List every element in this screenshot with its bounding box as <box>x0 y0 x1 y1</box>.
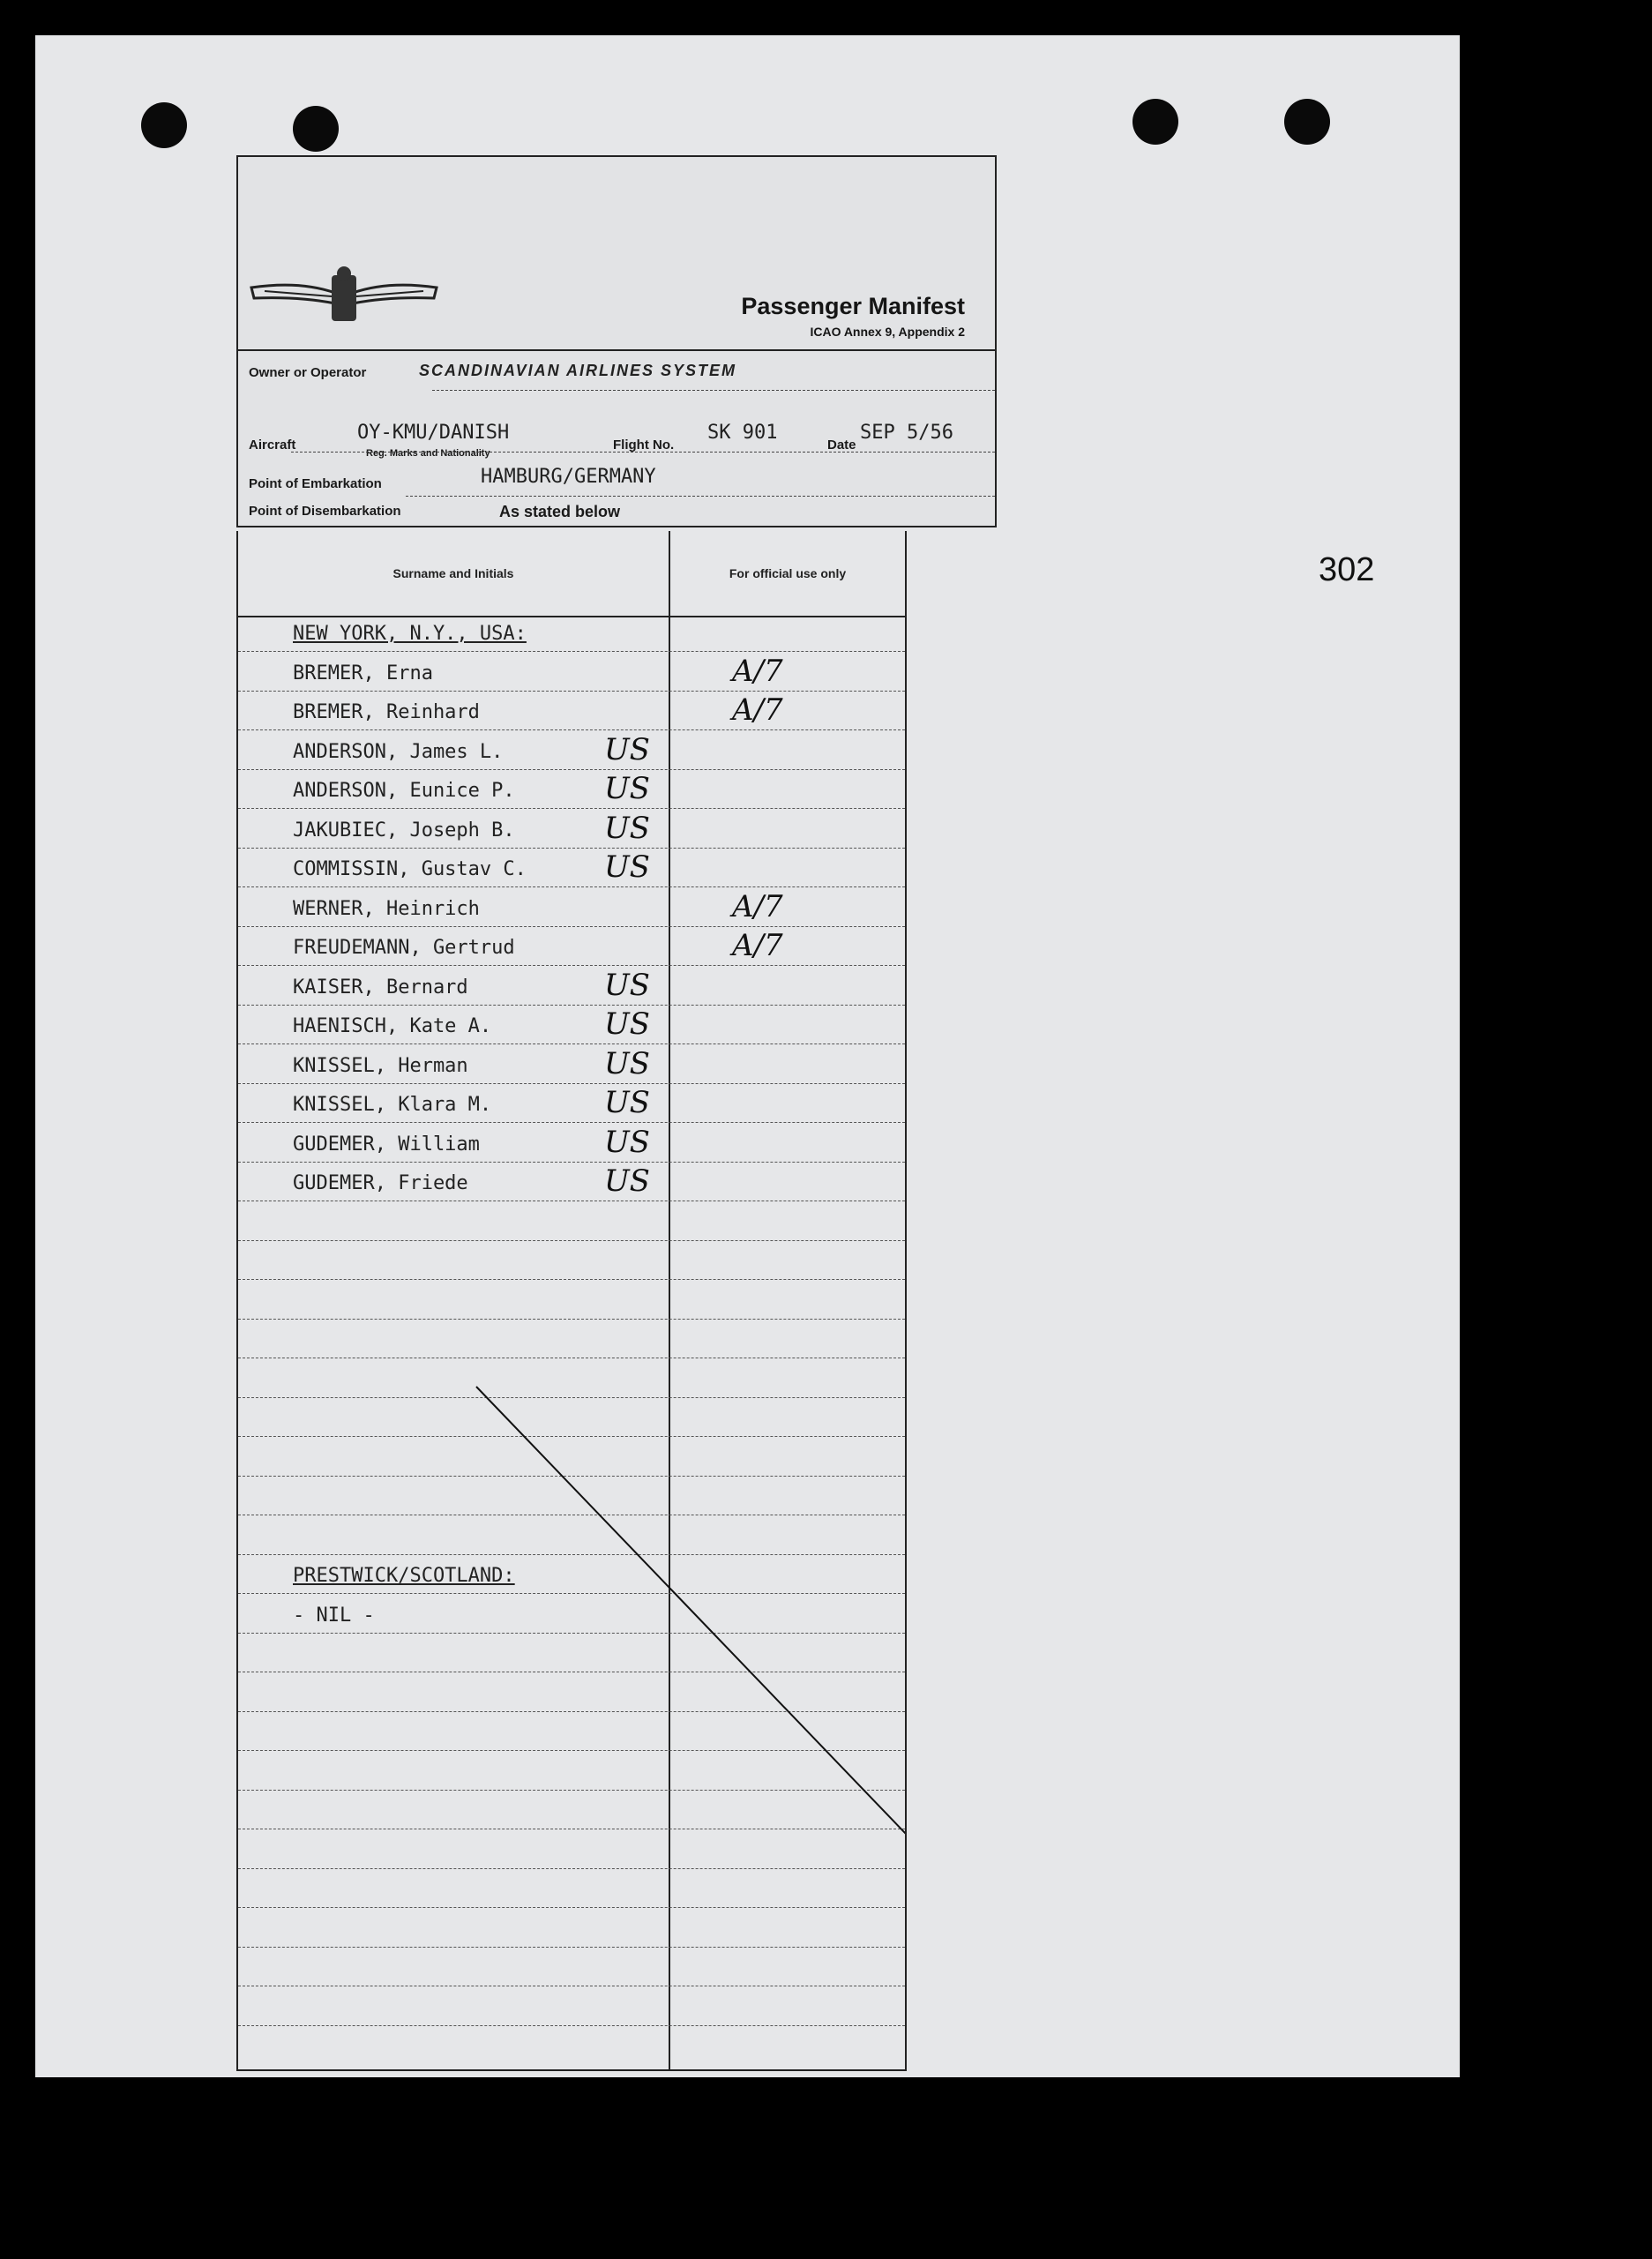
destination-heading: PRESTWICK/SCOTLAND: <box>293 1565 515 1587</box>
punch-hole <box>141 102 187 148</box>
passenger-name: BREMER, Erna <box>293 662 433 684</box>
form-subtitle: ICAO Annex 9, Appendix 2 <box>810 325 965 339</box>
airline-logo-icon <box>247 261 441 332</box>
divider <box>406 496 995 497</box>
divider <box>238 349 995 351</box>
date-value: SEP 5/56 <box>860 422 953 444</box>
page-number: 302 <box>1319 551 1375 588</box>
official-mark: US <box>604 1085 650 1120</box>
aircraft-label: Aircraft <box>249 438 296 453</box>
official-mark: US <box>604 731 650 767</box>
date-label: Date <box>827 438 856 453</box>
passenger-name: GUDEMER, William <box>293 1133 480 1156</box>
manifest-form <box>236 155 995 2069</box>
official-mark: US <box>604 849 650 885</box>
flight-value: SK 901 <box>707 422 778 444</box>
passenger-name: HAENISCH, Kate A. <box>293 1015 492 1037</box>
cancel-strike-line <box>238 531 905 2069</box>
passenger-table <box>236 531 907 2071</box>
passenger-name: KNISSEL, Klara M. <box>293 1094 492 1116</box>
punch-hole <box>1132 99 1178 145</box>
reg-note: Reg. Marks and Nationality <box>366 448 490 459</box>
official-mark: US <box>604 1006 650 1042</box>
passenger-name: BREMER, Reinhard <box>293 701 480 723</box>
divider <box>432 390 995 391</box>
passenger-name: KAISER, Bernard <box>293 976 468 999</box>
passenger-name: - NIL - <box>293 1604 375 1627</box>
disembarkation-value: As stated below <box>499 503 621 520</box>
punch-hole <box>293 106 339 152</box>
passenger-name: ANDERSON, James L. <box>293 740 504 763</box>
owner-value: SCANDINAVIAN AIRLINES SYSTEM <box>419 362 737 379</box>
disembarkation-label: Point of Disembarkation <box>249 504 401 519</box>
embarkation-label: Point of Embarkation <box>249 476 382 491</box>
passenger-name: GUDEMER, Friede <box>293 1172 468 1194</box>
passenger-name: COMMISSIN, Gustav C. <box>293 858 527 880</box>
official-mark: US <box>604 1124 650 1160</box>
embarkation-value: HAMBURG/GERMANY <box>481 466 656 488</box>
official-mark: A/7 <box>732 653 783 689</box>
official-mark: US <box>604 771 650 806</box>
divider <box>238 526 995 527</box>
official-mark: US <box>604 1163 650 1199</box>
passenger-name: KNISSEL, Herman <box>293 1054 468 1077</box>
manifest-header <box>236 155 997 527</box>
owner-label: Owner or Operator <box>249 365 367 380</box>
official-mark: A/7 <box>732 888 783 924</box>
destination-heading: NEW YORK, N.Y., USA: <box>293 623 527 645</box>
divider <box>291 452 995 453</box>
aircraft-value: OY-KMU/DANISH <box>357 422 510 444</box>
official-mark: US <box>604 967 650 1003</box>
official-mark: A/7 <box>732 928 783 963</box>
column-header-official: For official use only <box>670 531 905 617</box>
passenger-name: JAKUBIEC, Joseph B. <box>293 819 515 842</box>
passenger-name: ANDERSON, Eunice P. <box>293 780 515 802</box>
column-header-name: Surname and Initials <box>238 531 669 617</box>
passenger-name: FREUDEMANN, Gertrud <box>293 937 515 959</box>
flight-label: Flight No. <box>613 438 675 453</box>
official-mark: US <box>604 810 650 846</box>
official-mark: A/7 <box>732 692 783 728</box>
official-mark: US <box>604 1045 650 1081</box>
passenger-name: WERNER, Heinrich <box>293 897 480 920</box>
form-title: Passenger Manifest <box>741 293 965 319</box>
punch-hole <box>1284 99 1330 145</box>
